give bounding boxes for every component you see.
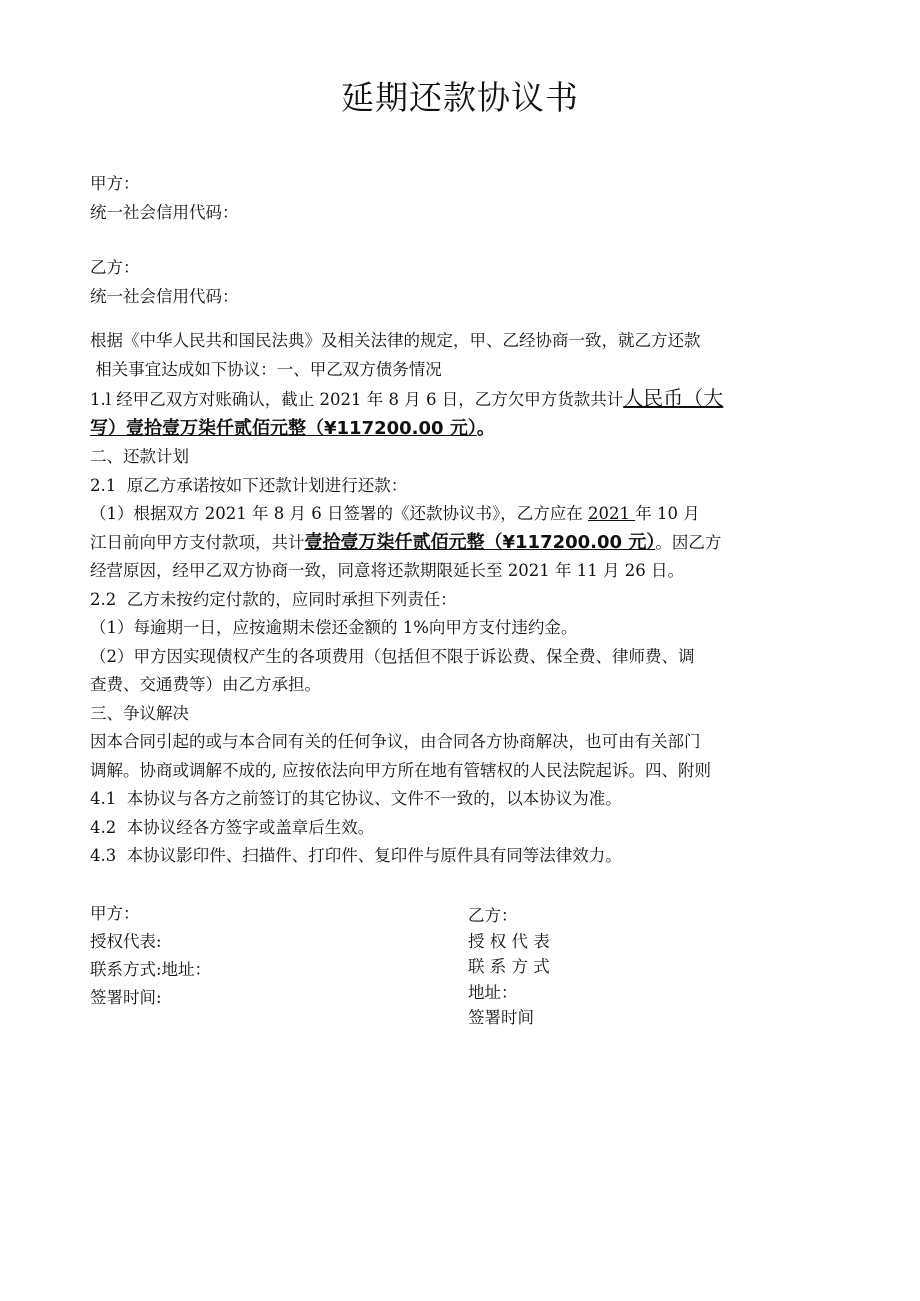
clause-1-line-2 [90,529,840,558]
sig-a-contact-address: 联系方式:地址： [90,960,212,979]
intro-line-1: 根据《中华人民共和国民法典》及相关法律的规定，甲、乙经协商一致，就乙方还款 [90,331,701,350]
clause-1-line-2-prefix: 江日前向甲方支付款项，共计 [90,532,305,552]
item-2-2: 2.2 乙方未按约定付款的，应同时承担下列责任： [90,589,457,609]
party-a-info [90,170,840,227]
signature-block-party-a [90,900,211,1012]
party-a-label: 甲方： [90,174,140,193]
clause-costs-line-2: 查费、交通费等）由乙方承担。 [90,675,321,694]
party-a-credit-code-label: 统一社会信用代码： [90,202,239,222]
dispute-line-2: 调解。协商或调解不成的, 应按依法向甲方所在地有管辖权的人民法院起诉。四、附则 [90,760,711,780]
debt-confirmation-text: 1.l 经甲乙双方对账确认，截止 2021 年 8 月 6 日，乙方欠甲方货款共计 [90,390,624,409]
clause-1-year: 2021 [587,504,636,523]
party-b-label: 乙方： [90,258,140,277]
clause-1-line-1 [90,500,840,529]
clause-1-amount: 壹拾壹万柒仟贰佰元整（¥117200.00 元） [304,531,656,553]
clause-1-line-2-suffix: 。因乙方 [655,532,722,552]
party-b-info [90,254,840,311]
intro-line-2: 相关事宜达成如下协议：一、甲乙双方债务情况 [90,359,442,379]
dispute-line-1: 因本合同引起的或与本合同有关的任何争议，由合同各方协商解决，也可由有关部门 [90,732,701,751]
sig-a-party: 甲方： [90,904,140,923]
debt-end-mark: 。 [476,418,495,439]
sig-b-date: 签署时间 [468,1008,534,1027]
item-4-2: 4.2 本协议经各方签字或盖章后生效。 [90,817,375,837]
sig-a-date: 签署时间: [90,988,162,1007]
clause-1-suffix: 年 10 月 [635,504,700,523]
item-2-1: 2.1 原乙方承诺按如下还款计划进行还款： [90,475,408,495]
signature-block-party-b [468,903,550,1031]
sig-b-party: 乙方： [468,906,518,925]
clause-1-prefix: （1）根据双方 2021 年 8 月 6 日签署的《还款协议书》，乙方应在 [90,504,588,523]
section-2-heading: 二、还款计划 [90,447,189,466]
clause-penalty: （1）每逾期一日，应按逾期未偿还金额的 1%向甲方支付违约金。 [90,618,578,637]
sig-b-representative: 授 权 代 表 [468,931,550,951]
clause-costs-line-1: （2）甲方因实现债权产生的各项费用（包括但不限于诉讼费、保全费、律师费、调 [90,646,695,666]
section-3-heading: 三、争议解决 [90,703,189,723]
party-b-credit-code-label: 统一社会信用代码： [90,286,239,306]
agreement-body [90,327,840,871]
debt-amount-part-1: 人民币（大 [623,386,724,410]
debt-amount-line [90,414,840,443]
sig-b-contact: 联 系 方 式 [468,957,550,976]
debt-amount-part-2: 写）壹拾壹万柒仟贰佰元整（¥117200.00 元） [90,418,477,439]
debt-confirmation [90,384,840,414]
clause-1-line-3: 经营原因，经甲乙双方协商一致，同意将还款期限延长至 2021 年 11 月 26 日。 [90,561,684,580]
item-4-3: 4.3 本协议影印件、扫描件、打印件、复印件与原件具有同等法律效力。 [90,846,622,865]
item-4-1: 4.1 本协议与各方之前签订的其它协议、文件不一致的，以本协议为准。 [90,789,622,808]
sig-a-representative: 授权代表: [90,932,162,951]
sig-b-address: 地址： [468,982,518,1002]
page-title: 延期还款协议书 [341,78,579,117]
